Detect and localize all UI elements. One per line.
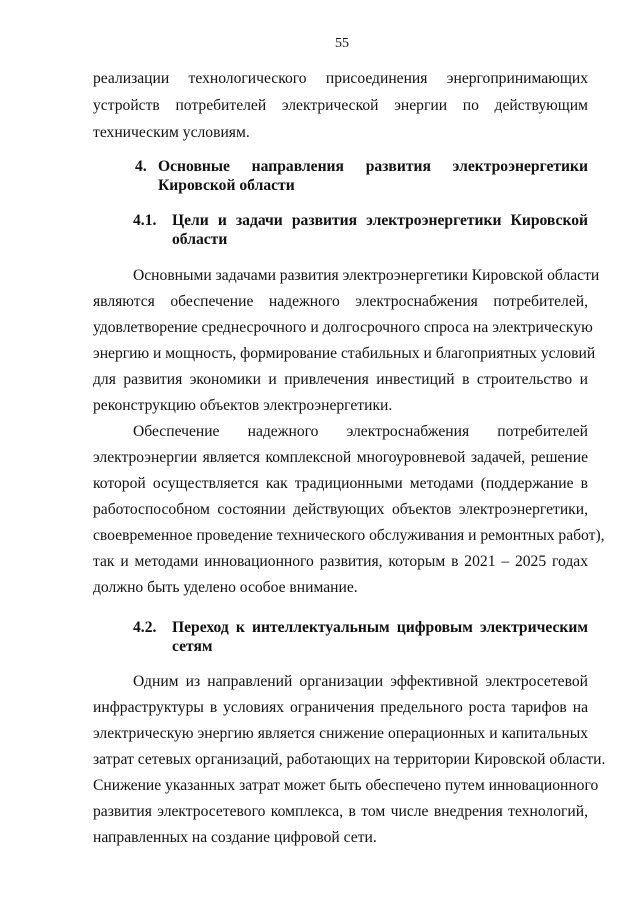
- para-3-line-3: электрическую энергию является снижение операционных и капитальных: [93, 725, 588, 742]
- para-2-line-1: Обеспечение надежного электроснабжения потребителей: [133, 423, 588, 440]
- para-2-line-3: которой осуществляется как традиционными методами (поддержание в: [93, 475, 588, 492]
- para-3-line-4: затрат сетевых организаций, работающих на территории Кировской области.: [93, 751, 606, 768]
- para-2-line-7: должно быть уделено особое внимание.: [93, 579, 358, 596]
- intro-line-3: техническим условиям.: [93, 124, 250, 141]
- para-2-line-2: электроэнергии является комплексной многоуровневой задачей, решение: [93, 449, 588, 466]
- para-2-line-6: так и методами инновационного развития, которым в 2021 – 2025 годах: [93, 553, 588, 570]
- section-4-2-title-line-1: Переход к интеллектуальным цифровым электрическим: [172, 619, 588, 636]
- para-3-line-1: Одним из направлений организации эффективной электросетевой: [133, 673, 588, 690]
- para-3-line-7: направленных на создание цифровой сети.: [93, 829, 377, 846]
- para-3-line-5: Снижение указанных затрат может быть обеспечено путем инновационного: [93, 777, 599, 794]
- para-1-line-1: Основными задачами развития электроэнергетики Кировской области: [133, 267, 600, 284]
- section-4-number: 4.: [135, 158, 147, 175]
- para-2-line-5: своевременное проведение технического обслуживания и ремонтных работ),: [93, 527, 605, 544]
- para-1-line-4: энергию и мощность, формирование стабильных и благоприятных условий: [93, 345, 596, 362]
- para-3-line-2: инфраструктуры в условиях ограничения предельного роста тарифов на: [93, 699, 588, 716]
- para-1-line-5: для развития экономики и привлечения инвестиций в строительство и: [93, 371, 588, 388]
- section-4-1-number: 4.1.: [133, 212, 157, 229]
- para-1-line-3: удовлетворение среднесрочного и долгосрочного спроса на электрическую: [93, 319, 593, 336]
- section-4-title-line-1: Основные направления развития электроэнергетики: [158, 158, 588, 175]
- section-4-2-number: 4.2.: [133, 619, 157, 636]
- intro-line-1: реализации технологического присоединения энергопринимающих: [93, 70, 588, 87]
- intro-line-2: устройств потребителей электрической энергии по действующим: [93, 97, 588, 114]
- para-1-line-2: являются обеспечение надежного электроснабжения потребителей,: [93, 293, 588, 310]
- para-2-line-4: работоспособном состоянии действующих объектов электроэнергетики,: [93, 501, 588, 518]
- section-4-2-title-line-2: сетям: [172, 638, 213, 655]
- section-4-1-title-line-1: Цели и задачи развития электроэнергетики Кировской: [172, 212, 588, 229]
- para-1-line-6: реконструкцию объектов электроэнергетики.: [93, 397, 393, 414]
- section-4-1-title-line-2: области: [172, 231, 228, 248]
- section-4-title-line-2: Кировской области: [158, 177, 295, 194]
- para-3-line-6: развития электросетевого комплекса, в том числе внедрения технологий,: [93, 803, 588, 820]
- page-number: 55: [335, 36, 349, 51]
